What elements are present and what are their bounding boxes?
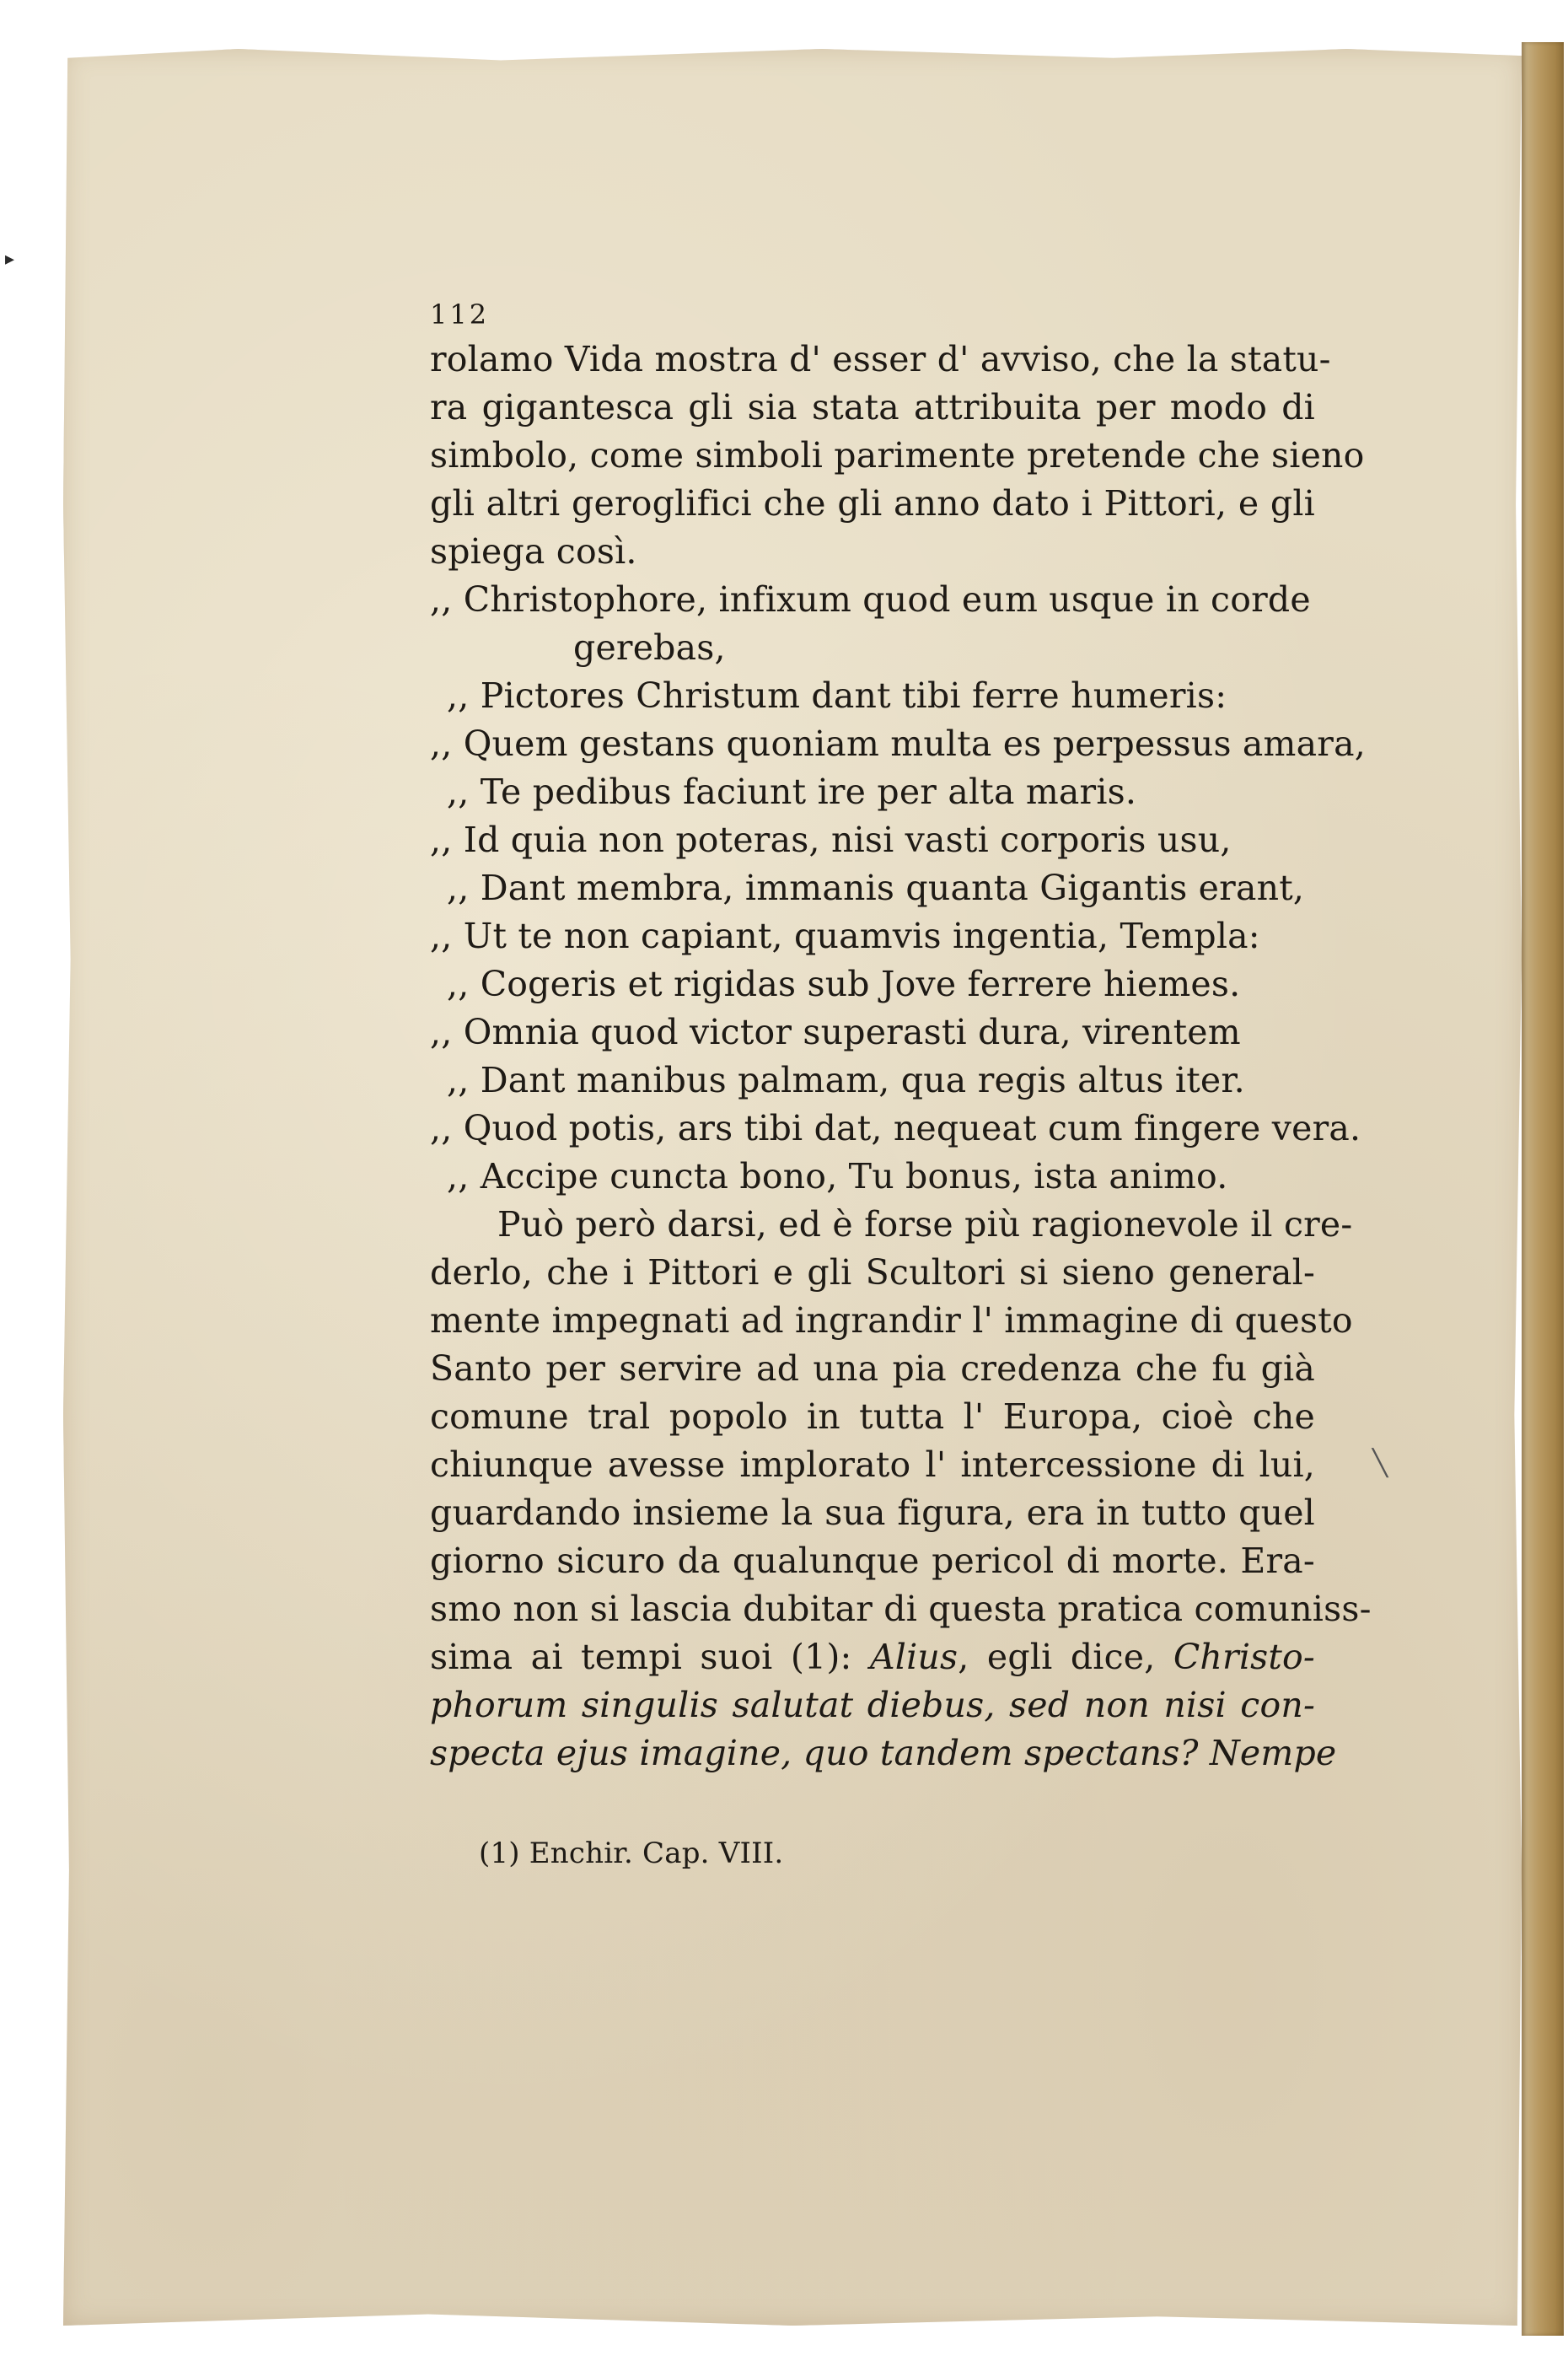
poem-line: ,, Te pedibus faciunt ire per alta maris. [447,772,1137,812]
text-line: simbolo, come simboli parimente pretende che sieno [430,435,1365,476]
text-line: mente impegnati ad ingrandir l' immagine di questo [430,1300,1353,1341]
poem-line: ,, Quem gestans quoniam multa es perpessus amara, [430,723,1366,764]
scan-mark: ▸ [5,249,15,270]
text-line: giorno sicuro da qualunque pericol di morte. Era- [430,1541,1315,1581]
text-line-italic: phorum singulis salutat diebus, sed non nisi con- [430,1685,1315,1725]
poem-line: ,, Pictores Christum dant tibi ferre humeris: [447,675,1227,716]
text-line: gli altri geroglifici che gli anno dato i Pittori, e gli [430,483,1315,524]
text-line: spiega così. [430,531,637,572]
poem-line: ,, Id quia non poteras, nisi vasti corporis usu, [430,820,1232,860]
poem-line: ,, Omnia quod victor superasti dura, virentem [430,1012,1241,1052]
text-line: chiunque avesse implorato l' intercessione di lui, [430,1444,1315,1485]
poem-line: ,, Quod potis, ars tibi dat, nequeat cum fingere vera. [430,1108,1361,1148]
text-line: comune tral popolo in tutta l' Europa, cioè che [430,1396,1315,1437]
poem-line: gerebas, [573,627,726,668]
text-line: smo non si lascia dubitar di questa pratica comuniss- [430,1589,1372,1629]
poem-line: ,, Christophore, infixum quod eum usque in corde [430,579,1311,620]
text-roman: sima ai tempi suoi (1): [430,1637,870,1677]
text-line-italic: specta ejus imagine, quo tandem spectans? Nempe [430,1733,1337,1773]
text-line: Può però darsi, ed è forse più ragionevole il cre- [497,1204,1353,1245]
poem-line: ,, Cogeris et rigidas sub Jove ferrere hiemes. [447,964,1241,1004]
text-line: rolamo Vida mostra d' esser d' avviso, che la statu- [430,339,1331,379]
text-line: Santo per servire ad una pia credenza che fu già [430,1348,1315,1389]
text-italic: Christo- [1173,1637,1315,1677]
poem-line: ,, Accipe cuncta bono, Tu bonus, ista animo. [447,1156,1228,1197]
text-italic: Alius [869,1637,959,1677]
footnote: (1) Enchir. Cap. VIII. [479,1837,784,1870]
text-line: derlo, che i Pittori e gli Scultori si sieno general- [430,1252,1315,1293]
text-line-mixed [430,1637,1315,1677]
text-line: guardando insieme la sua figura, era in tutto quel [430,1492,1315,1533]
text-line: ra gigantesca gli sia stata attribuita per modo di [430,387,1315,428]
poem-line: ,, Dant membra, immanis quanta Gigantis erant, [447,868,1305,908]
poem-line: ,, Ut te non capiant, quamvis ingentia, Templa: [430,916,1260,956]
poem-line: ,, Dant manibus palmam, qua regis altus iter. [447,1060,1245,1100]
page-number: 112 [430,298,490,331]
text-roman: , egli dice, [958,1637,1173,1677]
adjacent-page-edge [1522,42,1564,2336]
pencil-mark: ╲ [1372,1449,1388,1478]
